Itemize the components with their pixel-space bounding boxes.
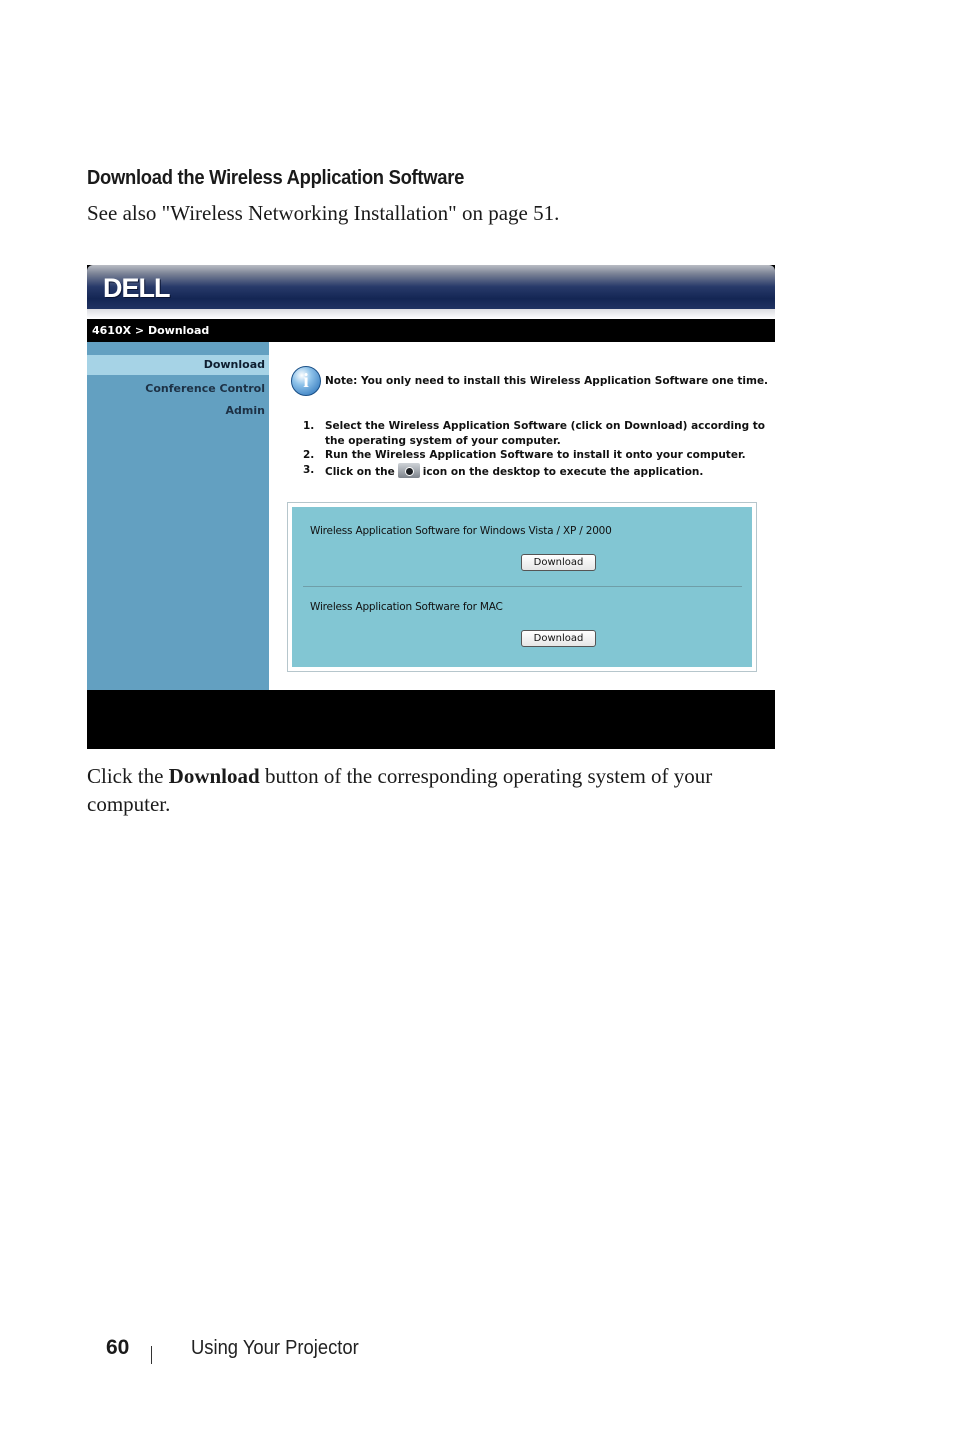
breadcrumb: 4610X > Download	[87, 320, 775, 342]
download-divider	[303, 586, 742, 587]
caption-bold-term: Download	[168, 764, 260, 788]
projector-web-ui-screenshot	[87, 265, 775, 749]
sidebar-item-conference-control[interactable]: Conference Control	[145, 382, 265, 395]
download-panel-inner	[292, 507, 752, 667]
step-number: 3.	[303, 463, 315, 476]
see-also-reference: See also "Wireless Networking Installation" on page 51.	[87, 201, 560, 225]
sidebar	[87, 342, 269, 690]
section-heading: Download the Wireless Application Software	[87, 167, 465, 189]
sidebar-item-admin[interactable]: Admin	[225, 404, 265, 417]
mac-download-label: Wireless Application Software for MAC	[310, 601, 503, 613]
step-number: 1.	[303, 420, 315, 432]
info-icon: i	[291, 366, 321, 396]
step-text-continued: the operating system of your computer.	[325, 434, 561, 447]
caption-text-start: Click the	[87, 764, 169, 788]
windows-download-button[interactable]: Download	[521, 554, 596, 571]
page-number: 60	[106, 1336, 130, 1359]
step-text	[325, 463, 765, 480]
step-text: Run the Wireless Application Software to install it onto your computer.	[325, 449, 746, 461]
step-number: 2.	[303, 449, 315, 461]
windows-download-label: Wireless Application Software for Windows Vista / XP / 2000	[310, 525, 612, 537]
step-text-before-icon: Click on the	[325, 465, 395, 478]
header-banner	[87, 265, 775, 313]
download-panel	[287, 502, 757, 672]
step-text-after-icon: icon on the desktop to execute the application.	[422, 465, 704, 478]
instruction-steps	[303, 419, 765, 479]
step-text: Select the Wireless Application Software (click on Download) according to	[325, 420, 765, 432]
caption-paragraph	[87, 762, 777, 818]
sidebar-item-download[interactable]: Download	[87, 355, 269, 375]
main-panel	[269, 342, 775, 690]
dell-logo: DELL	[103, 273, 170, 303]
list-item	[303, 419, 765, 448]
projector-icon	[398, 463, 420, 478]
list-item	[303, 448, 765, 463]
caption-text-end: button of the corresponding operating system of your computer.	[87, 764, 713, 816]
list-item	[303, 463, 765, 480]
mac-download-button[interactable]: Download	[521, 630, 596, 647]
install-note: Note: You only need to install this Wireless Application Software one time.	[325, 375, 769, 387]
banner-divider	[87, 309, 775, 319]
footer-divider	[151, 1346, 152, 1364]
footer-chapter-title: Using Your Projector	[191, 1337, 359, 1359]
